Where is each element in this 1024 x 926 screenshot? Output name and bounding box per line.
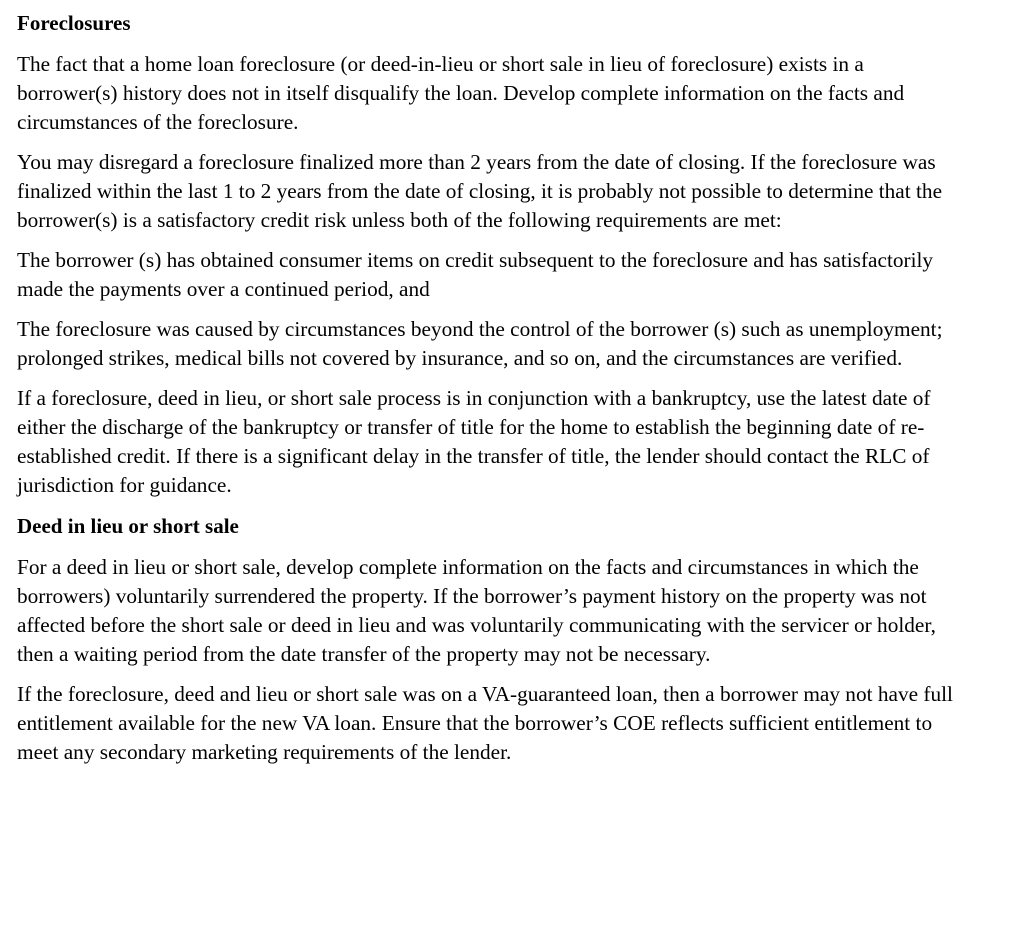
paragraph-foreclosure-intro: The fact that a home loan foreclosure (or deed-in-lieu or short sale in lieu of foreclosure) exists in a borrower(s) history does not in itself disqualify the loan. Develop complete information on the facts and circumstances of the foreclosure. xyxy=(17,52,905,134)
paragraph-deed-in-lieu: For a deed in lieu or short sale, develop complete information on the facts and circumstances in which the borrowers) voluntarily surrendered the property. If the borrower’s payment history on the property was not affected before the short sale or deed in lieu and was voluntarily communicating with the servicer or holder, then a waiting period from the date transfer of the property may not be necessary. xyxy=(17,555,936,666)
paragraph-va-guaranteed: If the foreclosure, deed and lieu or short sale was on a VA-guaranteed loan, then a borrower may not have full entitlement available for the new VA loan. Ensure that the borrower’s COE reflects sufficient entitlement to meet any secondary marketing requirements of the lender. xyxy=(17,682,953,764)
paragraph-disregard-foreclosure: You may disregard a foreclosure finalized more than 2 years from the date of closing. If the foreclosure was finalized within the last 1 to 2 years from the date of closing, it is probably not possible to determine that the borrower(s) is a satisfactory credit risk unless both of the following requirements are met: xyxy=(17,150,943,232)
paragraph-requirement-credit: The borrower (s) has obtained consumer items on credit subsequent to the foreclosure and has satisfactorily made the payments over a continued period, and xyxy=(17,248,934,301)
section-heading-foreclosures: Foreclosures xyxy=(17,11,131,35)
paragraph-requirement-circumstances: The foreclosure was caused by circumstances beyond the control of the borrower (s) such as unemployment; prolonged strikes, medical bills not covered by insurance, and so on, and the circumstances are verified. xyxy=(17,317,943,370)
section-heading-deed-in-lieu: Deed in lieu or short sale xyxy=(17,514,239,538)
paragraph-bankruptcy-conjunction: If a foreclosure, deed in lieu, or short sale process is in conjunction with a bankruptcy, use the latest date of either the discharge of the bankruptcy or transfer of title for the home to establish the beginning date of re-established credit. If there is a significant delay in the transfer of title, the lender should contact the RLC of jurisdiction for guidance. xyxy=(17,386,931,497)
